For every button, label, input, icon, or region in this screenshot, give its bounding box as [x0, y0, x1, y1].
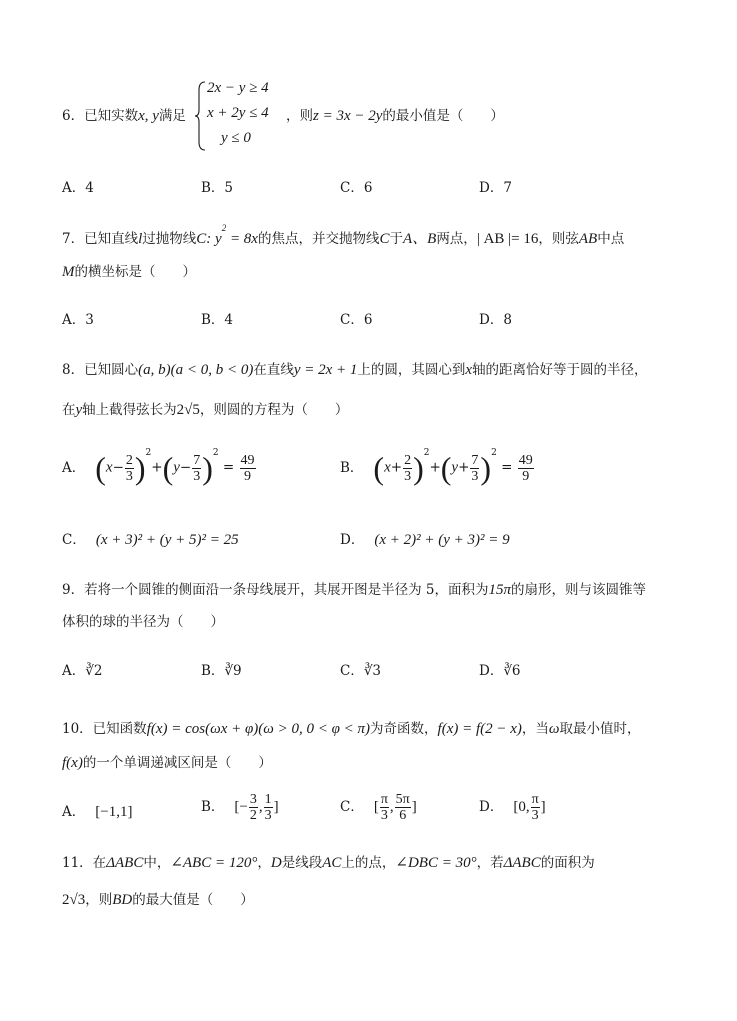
q8-option-a[interactable]: A． (x− $\frac{2}{3}$ )$^2$+(y− $\frac{7}{3}$ )$^2$ = $\frac{49}{9}$: [62, 448, 255, 486]
q10-stem-line1: 10．已知函数f(x) = cos(ωx + φ)(ω > 0, 0 < φ < π)为奇函数，f(x) = f(2 − x)，当ω取最小值时，: [62, 721, 641, 737]
q7-stem-line2: M的横坐标是（ ）: [62, 264, 196, 280]
brace-icon: [195, 80, 207, 152]
q7-stem-line1: 7．已知直线l过抛物线C: $y^2 = 8x$的焦点，并交抛物线C于A、B两点，| AB |= 16，则弦AB中点: [62, 223, 625, 247]
q10-stem-line2: f(x)的一个单调递减区间是（ ）: [62, 755, 272, 771]
q8-option-d[interactable]: D． (x + 2)² + (y + 3)² = 9: [340, 532, 510, 548]
q10-option-d[interactable]: D． [0, $\frac{\pi}{3}$ ]: [479, 792, 546, 823]
q9-stem-line2: 体积的球的半径为（ ）: [62, 614, 224, 630]
q10-option-c[interactable]: C． [ $\frac{\pi}{3}$ , $\frac{5\pi}{6}$ ]: [340, 792, 417, 823]
q7-option-d[interactable]: D．8: [479, 312, 512, 328]
q6-option-b[interactable]: B．5: [201, 180, 234, 196]
q9-option-c[interactable]: C．∛3: [340, 663, 382, 679]
q8-option-b[interactable]: B． (x+ $\frac{2}{3}$ )$^2$+(y+ $\frac{7}{3}$ )$^2$ = $\frac{49}{9}$: [340, 448, 533, 486]
q7-option-b[interactable]: B．4: [201, 312, 234, 328]
q6-stem: 6．已知实数x, y满足: [62, 108, 186, 124]
q6-stem-tail: ，则z = 3x − 2y的最小值是（ ）: [286, 108, 504, 124]
q6-inequality-system: [195, 80, 285, 152]
q9-option-d[interactable]: D．∛6: [479, 663, 521, 679]
q9-option-a[interactable]: A．∛2: [62, 663, 103, 679]
q7-option-c[interactable]: C．6: [340, 312, 373, 328]
q6-option-a[interactable]: A．4: [62, 180, 94, 196]
q11-stem-line2: 2√3，则BD的最大值是（ ）: [62, 892, 254, 908]
q6-ineq-1: 2x − y ≥ 4: [207, 80, 269, 96]
q6-ineq-3: y ≤ 0: [221, 130, 251, 146]
q6-option-c[interactable]: C．6: [340, 180, 373, 196]
q6-ineq-2: x + 2y ≤ 4: [207, 105, 269, 121]
q10-option-a[interactable]: A． [−1,1]: [62, 804, 133, 820]
q9-option-b[interactable]: B．∛9: [201, 663, 242, 679]
q10-option-b[interactable]: B． [− $\frac{3}{2}$ , $\frac{1}{3}$ ]: [201, 792, 279, 823]
q8-stem-line1: 8．已知圆心(a, b)(a < 0, b < 0)在直线y = 2x + 1上的圆，其圆心到x轴的距离恰好等于圆的半径，: [62, 362, 648, 378]
q11-stem-line1: 11．在ΔABC中，∠ABC = 120°，D是线段AC上的点，∠DBC = 30°，若ΔABC的面积为: [62, 855, 595, 871]
q9-stem-line1: 9．若将一个圆锥的侧面沿一条母线展开，其展开图是半径为 5，面积为15π的扇形，则与该圆锥等: [62, 582, 646, 598]
q7-option-a[interactable]: A．3: [62, 312, 94, 328]
q8-option-c[interactable]: C． (x + 3)² + (y + 5)² = 25: [62, 532, 239, 548]
q8-stem-line2: 在y轴上截得弦长为2√5，则圆的方程为（ ）: [62, 402, 349, 418]
q6-option-d[interactable]: D．7: [479, 180, 512, 196]
